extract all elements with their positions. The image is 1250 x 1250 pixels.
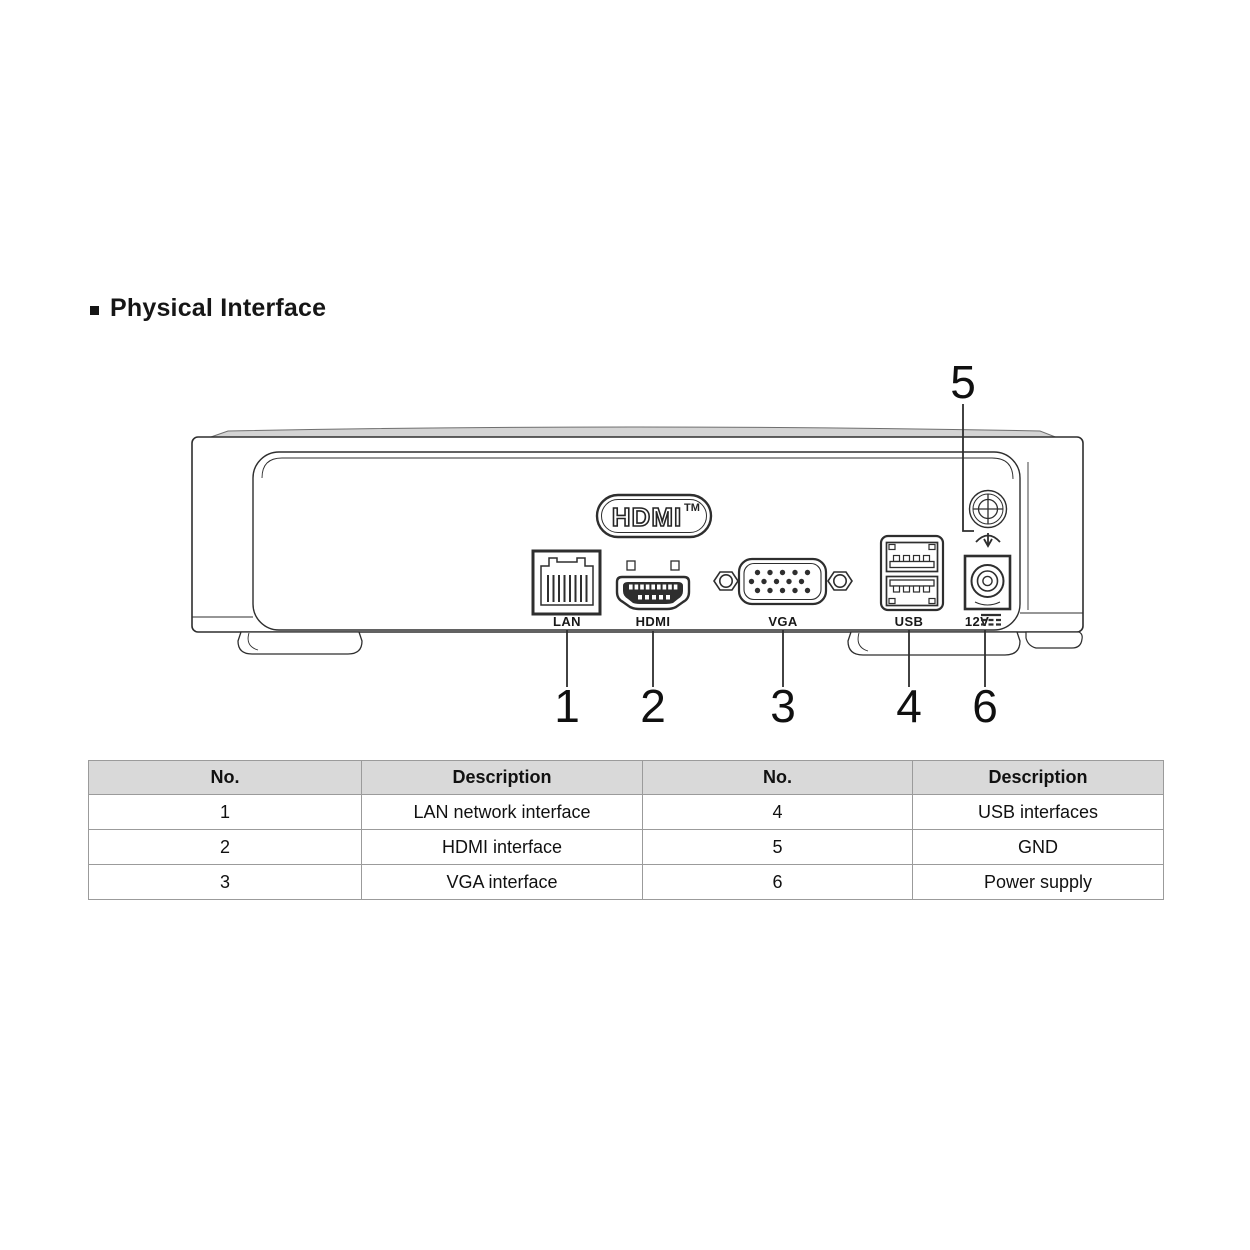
table-cell: USB interfaces [913,795,1164,830]
port-label-power: 12V [964,614,990,629]
left-foot [238,632,362,654]
callout-6: 6 [972,680,998,732]
interface-table [88,760,1164,900]
table-row [89,795,1164,830]
gnd-screw [970,491,1007,528]
table-cell: VGA interface [362,865,643,900]
header-no-1: No. [89,761,362,795]
port-label-hdmi: HDMI [635,614,671,629]
right-foot [848,632,1020,655]
table-cell: 3 [89,865,362,900]
table-cell: Power supply [913,865,1164,900]
port-label-vga: VGA [768,614,798,629]
callout-2: 2 [640,680,666,732]
table-row [89,865,1164,900]
table-cell: 2 [89,830,362,865]
port-label-lan: LAN [553,614,581,629]
callout-4: 4 [896,680,922,732]
header-desc-2: Description [913,761,1164,795]
callout-5: 5 [950,356,976,408]
table-cell: 6 [643,865,913,900]
hdmi-badge-tm: TM [684,502,700,514]
callout-1: 1 [554,680,580,732]
table-header-row [89,761,1164,795]
table-cell: GND [913,830,1164,865]
header-desc-1: Description [362,761,643,795]
device-feet [238,632,1020,655]
table-row [89,830,1164,865]
table-cell: 4 [643,795,913,830]
table-cell: HDMI interface [362,830,643,865]
hdmi-badge-text: HDMI [611,502,683,532]
vga-screw-nut-right [828,572,852,590]
table-cell: LAN network interface [362,795,643,830]
vga-screw-nut-left [714,572,738,590]
callout-3: 3 [770,680,796,732]
page-title: Physical Interface [110,294,327,322]
table-cell: 1 [89,795,362,830]
port-label-usb: USB [894,614,924,629]
header-no-2: No. [643,761,913,795]
table-cell: 5 [643,830,913,865]
hdmi-badge [597,495,711,537]
